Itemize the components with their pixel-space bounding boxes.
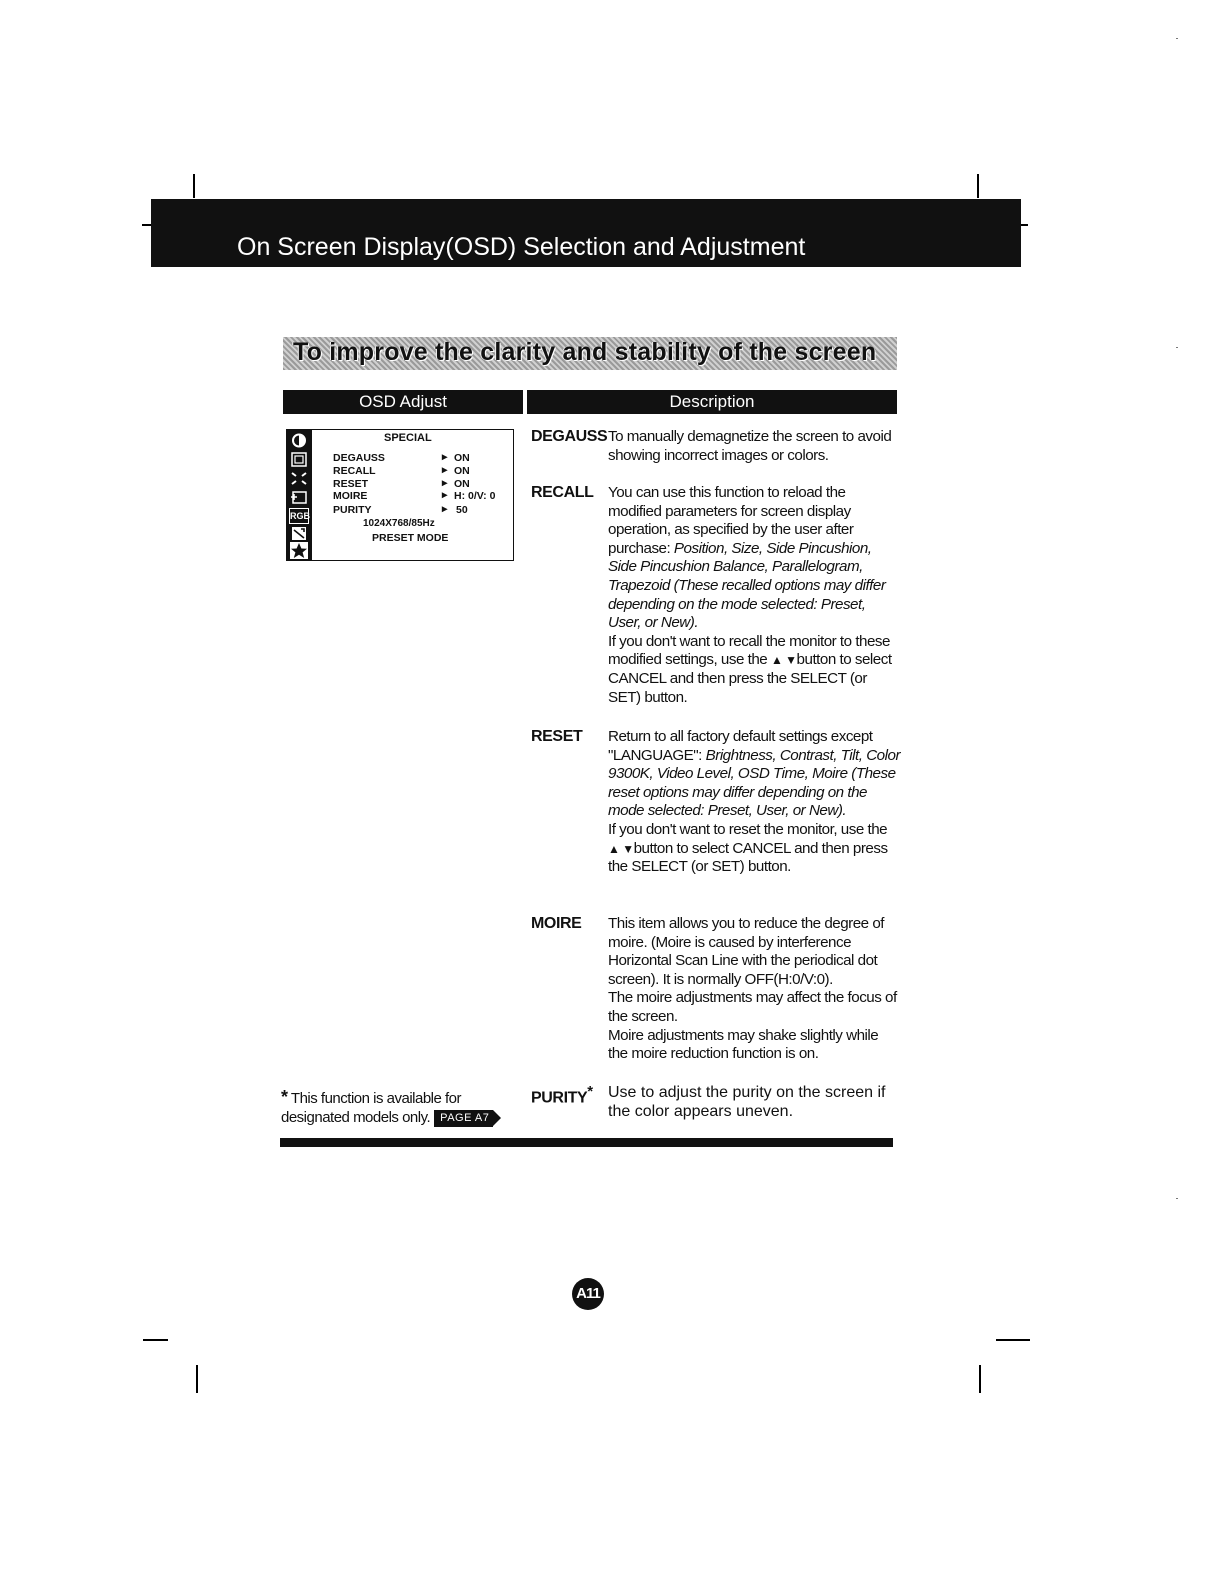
crop-mark-bottom-left-h (143, 1339, 168, 1341)
osd-menu-title: SPECIAL (384, 432, 432, 444)
osd-item-value: 50 (456, 504, 468, 516)
term-recall: RECALL (531, 484, 594, 501)
desc-moire-p1: This item allows you to reduce the degree of moire. (Moire is caused by interference Horizontal Scan Line with the periodical dot screen). It is normally OFF(H:0/V:0). (608, 915, 885, 988)
crop-mark-top-left (193, 174, 195, 198)
rgb-icon: RGB (289, 508, 309, 524)
desc-reset-p2b: button to select CANCEL and then press the SELECT (or SET) button. (608, 839, 888, 876)
desc-purity (608, 1083, 900, 1121)
header-bar (151, 199, 1021, 267)
desc-reset (608, 728, 900, 877)
bottom-rule (280, 1138, 893, 1147)
desc-recall-p2b: button to select CANCEL and then press the SELECT (or SET) button. (608, 651, 892, 706)
osd-item-arrow: ▸ (442, 464, 448, 476)
up-down-arrows-icon: ▲ ▼ (608, 841, 634, 856)
desc-reset-intro: Return to all factory default settings except "LANGUAGE": (608, 728, 873, 764)
column-header-osd-adjust: OSD Adjust (283, 390, 523, 414)
footnote-asterisk: * (281, 1087, 288, 1107)
desc-recall-p2 (608, 633, 900, 707)
osd-item-value: ON (454, 452, 470, 464)
footnote (281, 1088, 493, 1127)
osd-item-label: MOIRE (333, 490, 368, 502)
osd-item-label: PURITY (333, 504, 372, 516)
osd-resolution: 1024X768/85Hz (363, 518, 435, 529)
osd-item-label: RESET (333, 478, 369, 490)
speck (1176, 38, 1178, 39)
desc-reset-p1 (608, 728, 900, 821)
osd-item-label: DEGAUSS (333, 452, 385, 464)
geometry-icon (289, 489, 309, 506)
osd-item-arrow: ▸ (442, 451, 448, 463)
section-title: To improve the clarity and stability of the screen (293, 338, 877, 366)
crop-mark-bottom-left-v (196, 1365, 198, 1393)
term-purity (531, 1083, 593, 1107)
desc-moire-p3: Moire adjustments may shake slightly while the moire reduction function is on. (608, 1026, 879, 1063)
term-reset: RESET (531, 728, 583, 745)
desc-recall-options: Position, Size, Side Pincushion, Side Pincushion Balance, Parallelogram, Trapezoid (These recalled options may differ depending on the mode selected: Preset, User, or New). (608, 539, 886, 632)
osd-item-arrow: ▸ (442, 489, 448, 501)
term-degauss: DEGAUSS (531, 428, 608, 445)
desc-degauss (608, 428, 900, 465)
osd-item-label: RECALL (333, 465, 376, 477)
crop-mark-right-tick (1021, 224, 1028, 226)
osd-item-value: ON (454, 478, 470, 490)
desc-reset-p2 (608, 821, 900, 877)
footnote-line2-text: designated models only. (281, 1109, 431, 1126)
column-header-description: Description (527, 390, 897, 414)
special-icon (289, 525, 309, 542)
image-icon (289, 451, 309, 468)
speck (1176, 1198, 1178, 1199)
page-a7-link[interactable]: PAGE A7 (434, 1110, 493, 1127)
star-icon (289, 542, 309, 559)
desc-moire (608, 915, 900, 1064)
up-down-arrows-icon: ▲ ▼ (770, 653, 797, 668)
purity-asterisk: * (587, 1083, 593, 1100)
page-title: On Screen Display(OSD) Selection and Adjustment (237, 233, 806, 261)
desc-recall (608, 484, 900, 707)
position-icon (289, 470, 309, 487)
desc-recall-p2a: If you don't want to recall the monitor to these modified settings, use the (608, 632, 890, 669)
osd-icon-strip (286, 429, 312, 561)
desc-purity-text: Use to adjust the purity on the screen if the color appears uneven. (608, 1084, 886, 1120)
footnote-line1 (281, 1088, 493, 1108)
speck (1176, 347, 1178, 348)
term-moire: MOIRE (531, 915, 582, 932)
desc-reset-options: Brightness, Contrast, Tilt, Color 9300K, Video Level, OSD Time, Moire (These reset options may differ depending on the mode selected: Preset, User, or New). (608, 746, 900, 820)
crop-mark-bottom-right-h (996, 1339, 1030, 1341)
crop-mark-top-right (977, 174, 979, 198)
term-purity-label: PURITY (531, 1089, 588, 1107)
crop-mark-left-tick (142, 224, 151, 226)
desc-recall-p1 (608, 484, 900, 633)
page-number-badge: A11 (572, 1278, 604, 1310)
osd-item-arrow: ▸ (442, 477, 448, 489)
desc-recall-intro: You can use this function to reload the modified parameters for screen display operation, as specified by the user after purchase: (608, 484, 854, 557)
osd-menu-panel (312, 429, 514, 561)
footnote-line1-text: This function is available for (290, 1090, 462, 1107)
osd-item-arrow: ▸ (442, 503, 448, 515)
desc-moire-p2: The moire adjustments may affect the focus of the screen. (608, 989, 897, 1025)
section-banner (283, 337, 897, 370)
osd-item-value: ON (454, 465, 470, 477)
crop-mark-bottom-right-v (979, 1365, 981, 1393)
osd-item-value: H: 0/V: 0 (454, 490, 496, 502)
brightness-icon (289, 432, 309, 449)
footnote-line2 (281, 1108, 493, 1127)
desc-degauss-text: To manually demagnetize the screen to avoid showing incorrect images or colors. (608, 428, 892, 464)
osd-mode: PRESET MODE (372, 532, 449, 544)
desc-reset-p2a: If you don't want to reset the monitor, use the (608, 820, 888, 838)
